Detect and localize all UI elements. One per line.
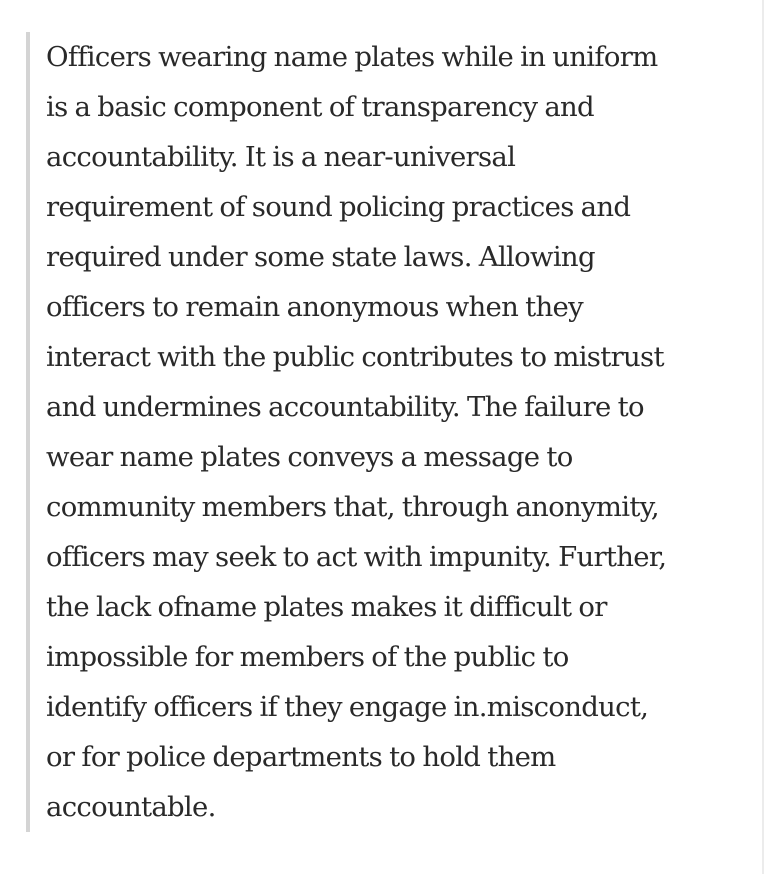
quote-line: impossible for members of the public to xyxy=(46,641,569,673)
quote-line: Officers wearing name plates while in uniform xyxy=(46,41,658,73)
quote-line: interact with the public contributes to mistrust xyxy=(46,341,664,373)
quote-line: identify officers if they engage in.misconduct, xyxy=(46,691,649,723)
quote-line: required under some state laws. Allowing xyxy=(46,241,595,273)
quote-line: community members that, through anonymity, xyxy=(46,491,659,523)
quote-line: accountability. It is a near-universal xyxy=(46,141,516,173)
blockquote xyxy=(26,32,740,832)
quote-paragraph xyxy=(46,32,740,832)
quote-line: is a basic component of transparency and xyxy=(46,91,594,123)
quote-line: accountable. xyxy=(46,791,216,823)
quote-line: officers to remain anonymous when they xyxy=(46,291,583,323)
quote-line: the lack ofname plates makes it difficult or xyxy=(46,591,607,623)
quote-line: and undermines accountability. The failure to xyxy=(46,391,644,423)
quote-line: requirement of sound policing practices and xyxy=(46,191,631,223)
quote-line: or for police departments to hold them xyxy=(46,741,556,773)
quote-line: officers may seek to act with impunity. Further, xyxy=(46,541,667,573)
quote-line: wear name plates conveys a message to xyxy=(46,441,573,473)
